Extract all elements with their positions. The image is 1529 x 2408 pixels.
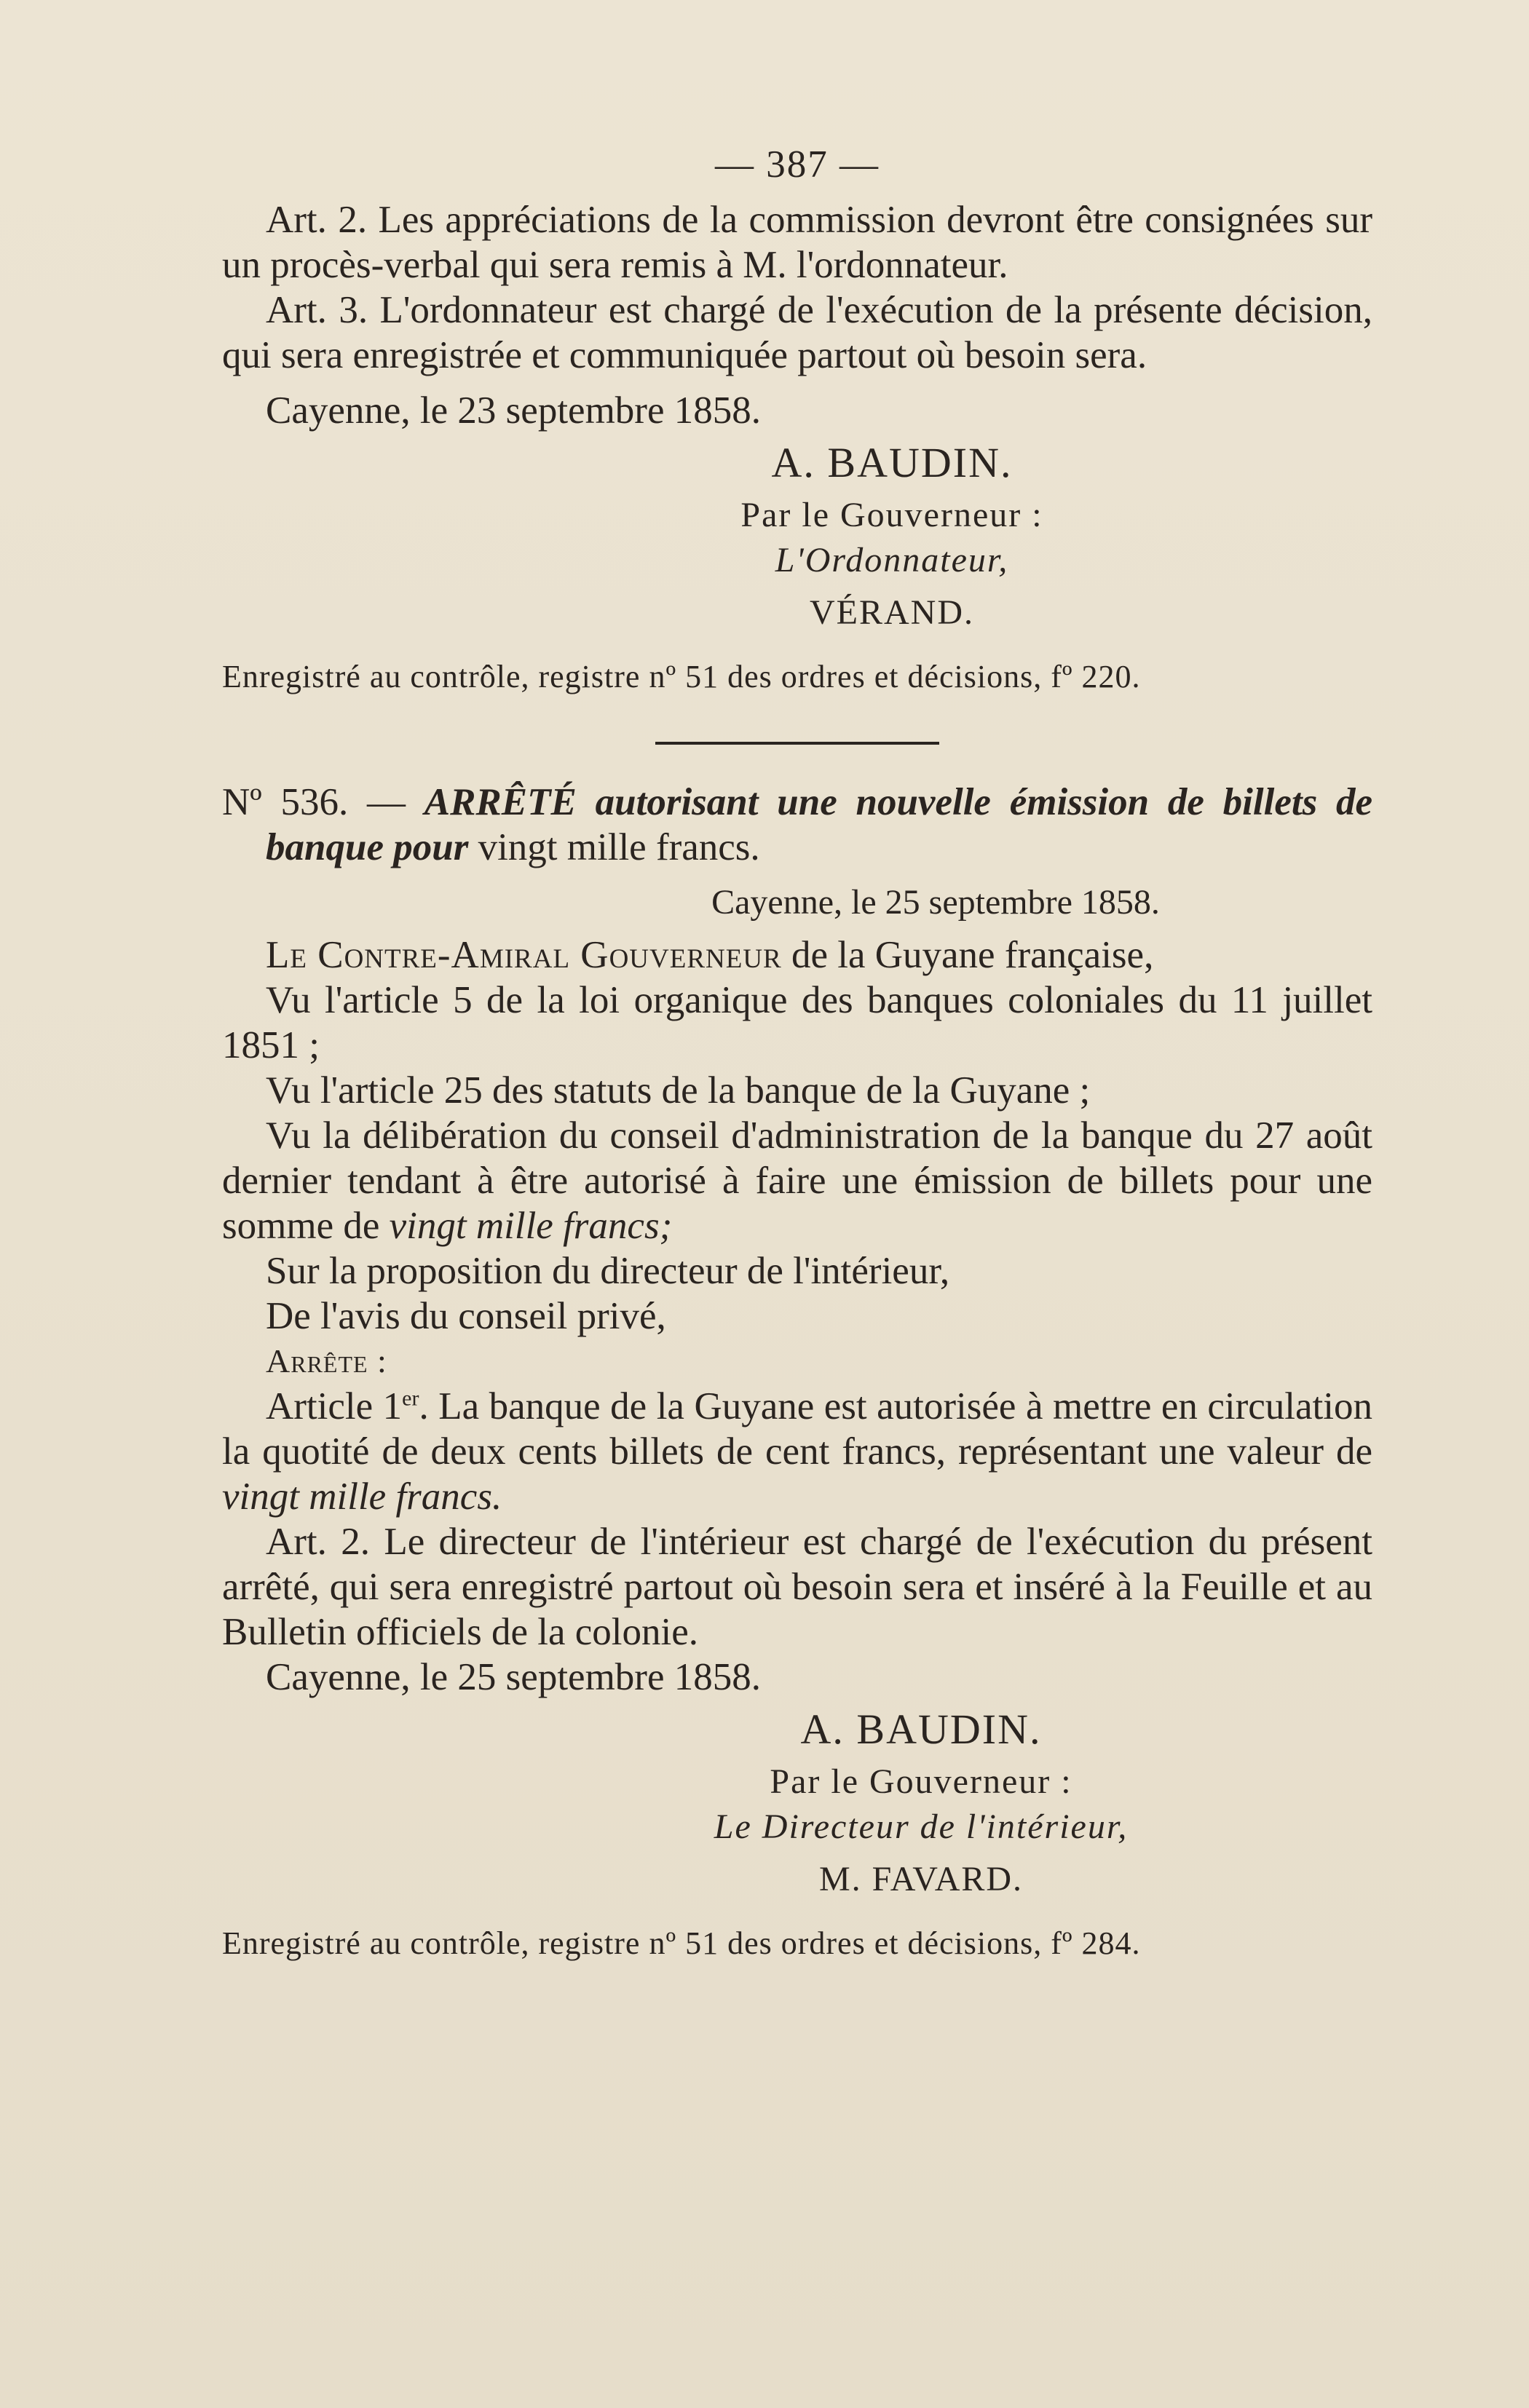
issuer-title: Le Contre-Amiral Gouverneur: [266, 934, 782, 976]
page-content: [222, 142, 1372, 1966]
whereas-3-amount: vingt mille francs;: [389, 1205, 673, 1247]
whereas-1: Vu l'article 5 de la loi organique des banques coloniales du 11 juillet 1851 ;: [222, 979, 1372, 1066]
signature-name: A. BAUDIN.: [771, 439, 1013, 486]
issuer-line: [222, 932, 1372, 978]
article-1-label: Article 1: [266, 1385, 403, 1427]
decree-registration-note: Enregistré au contrôle, registre nº 51 des ordres et décisions, fº 284.: [222, 1925, 1141, 1961]
article-2-decree: Art. 2. Le directeur de l'intérieur est chargé de l'exécution du présent arrêté, qui sera enregistré partout où besoin sera et inséré à la Feuille et au Bulletin officiels de la colonie.: [222, 1521, 1372, 1653]
whereas-3-text: Vu la délibération du conseil d'administration de la banque du 27 août dernier tendant à être autorisé à faire une émission de billets pour une somme de: [222, 1114, 1372, 1247]
decree-number: Nº 536. —: [222, 781, 406, 823]
advice-line: De l'avis du conseil privé,: [266, 1295, 666, 1337]
decree-date: Cayenne, le 25 septembre 1858.: [711, 883, 1160, 922]
decree-by-governor: Par le Gouverneur :: [770, 1762, 1072, 1801]
article-1-text: . La banque de la Guyane est autorisée à mettre en circulation la quotité de deux cents billets de cent francs, représentant une valeur de: [222, 1385, 1372, 1473]
decree-place-date: Cayenne, le 25 septembre 1858.: [266, 1656, 761, 1698]
section-divider: [655, 742, 939, 745]
decree-signature-name: A. BAUDIN.: [800, 1706, 1042, 1753]
signatory-role: L'Ordonnateur,: [775, 541, 1009, 579]
article-3: Art. 3. L'ordonnateur est chargé de l'exécution de la présente décision, qui sera enregistrée et communiquée partout où besoin sera.: [222, 289, 1372, 376]
decree-title: ARRÊTÉ autorisant une nouvelle émission de billets de banque pour: [266, 781, 1372, 868]
registration-note: Enregistré au contrôle, registre nº 51 des ordres et décisions, fº 220.: [222, 659, 1141, 694]
article-1-amount: vingt mille francs.: [222, 1476, 502, 1518]
decree-countersigner: M. FAVARD.: [818, 1860, 1024, 1898]
by-governor: Par le Gouverneur :: [740, 496, 1043, 534]
whereas-3: [222, 1113, 1372, 1248]
decree-title-amount: vingt mille francs.: [478, 826, 760, 868]
proposal-line: Sur la proposition du directeur de l'intérieur,: [266, 1250, 950, 1292]
whereas-2: Vu l'article 25 des statuts de la banque de la Guyane ;: [266, 1069, 1091, 1112]
issuer-territory: de la Guyane française,: [791, 934, 1154, 976]
decree-signatory-role: Le Directeur de l'intérieur,: [714, 1807, 1129, 1846]
article-1-sup: er: [402, 1386, 419, 1411]
decree-heading: [222, 780, 1372, 870]
page-number: — 387 —: [715, 143, 880, 186]
place-date: Cayenne, le 23 septembre 1858.: [266, 389, 761, 432]
decree-verb: Arrête :: [266, 1342, 387, 1379]
countersigner-name: VÉRAND.: [810, 593, 974, 632]
article-2: Art. 2. Les appréciations de la commission devront être consignées sur un procès-verbal qui sera remis à M. l'ordonnateur.: [222, 199, 1372, 286]
article-1: [222, 1384, 1372, 1519]
